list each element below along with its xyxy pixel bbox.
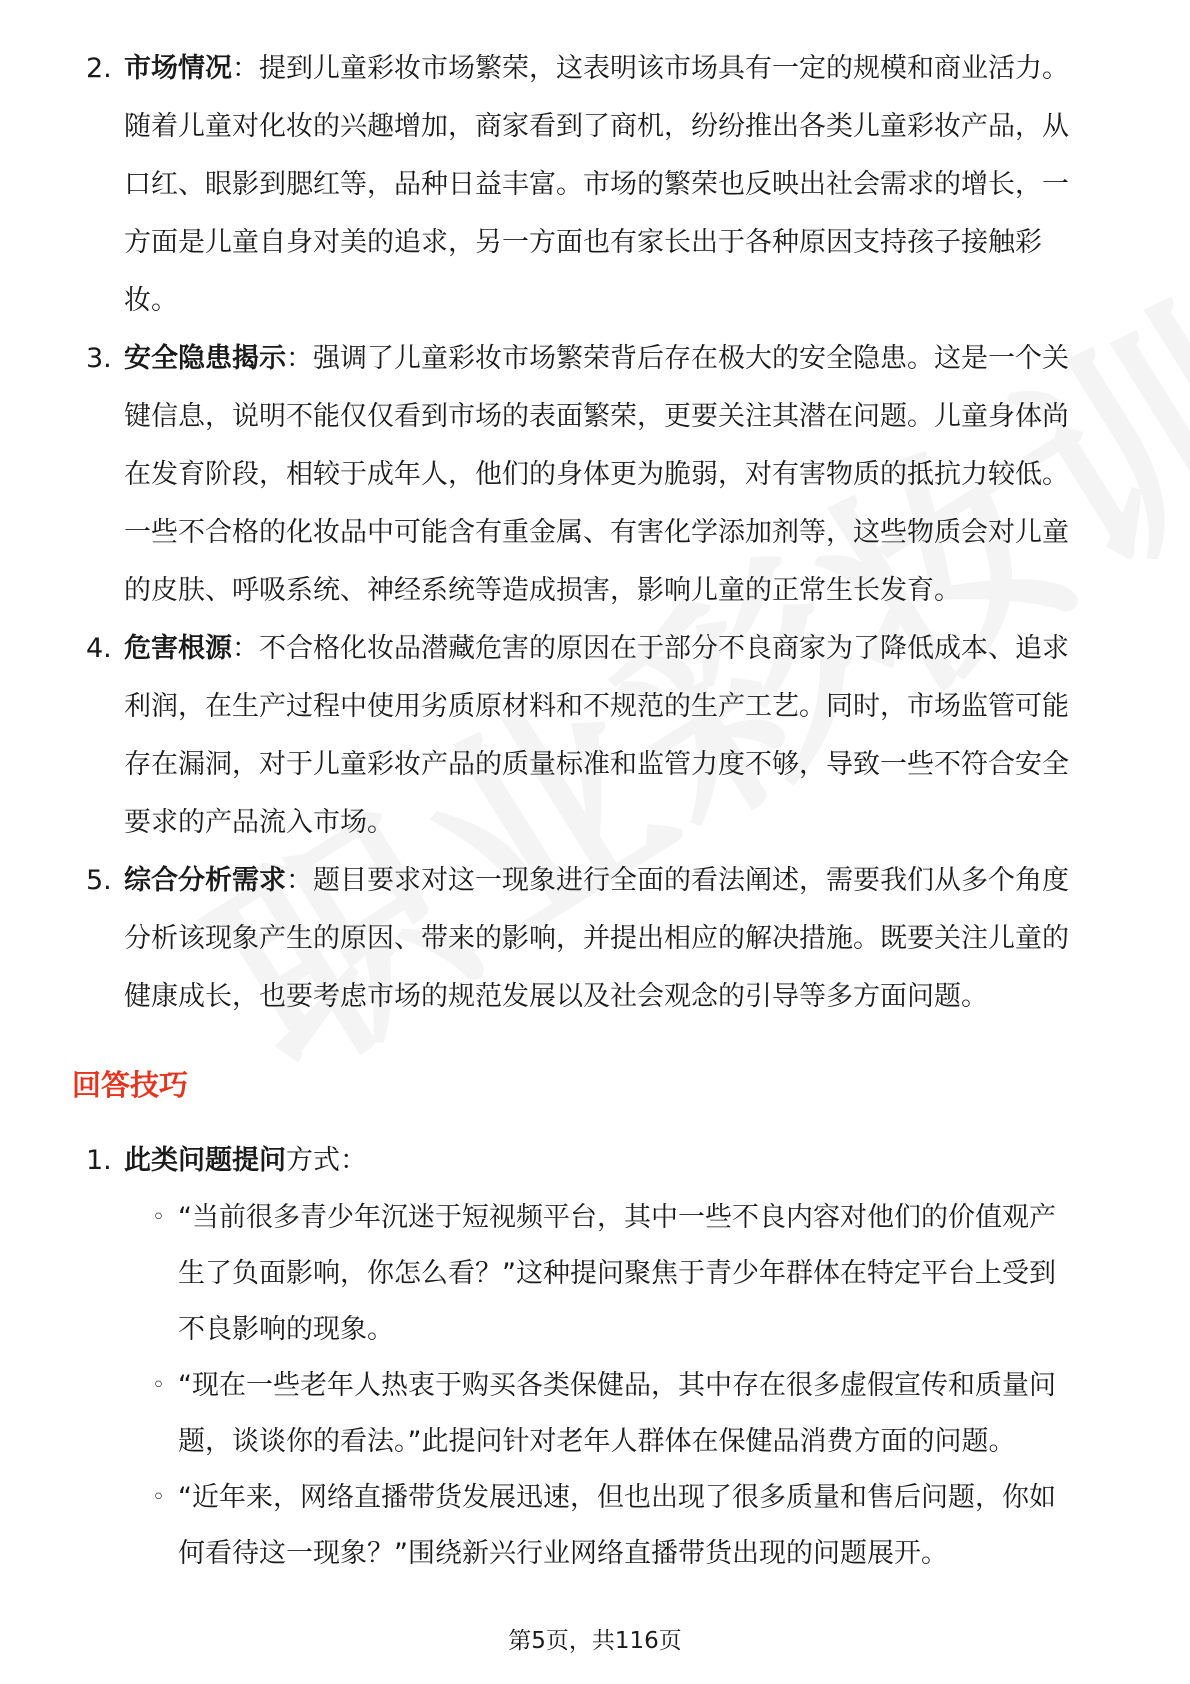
- page-number: 第5页，共116页: [508, 1628, 682, 1654]
- tips-section: [0, 1132, 1190, 1582]
- tip-title-bold: 此类问题提问: [124, 1145, 286, 1176]
- item-number: 4.: [86, 633, 112, 664]
- example-item: [0, 1358, 1190, 1470]
- page-content: [0, 40, 1190, 1582]
- item-text: 不合格化妆品潜藏危害的原因在于部分不良商家为了降低成本、追求利润，在生产过程中使用劣质原材料和不规范的生产工艺。同时，市场监管可能存在漏洞，对于儿童彩妆产品的质量标准和监管力度不够，导致一些不符合安全要求的产品流入市场。: [124, 633, 1069, 838]
- item-number: 3.: [86, 343, 112, 374]
- item-separator: ：: [232, 53, 259, 84]
- item-number: 2.: [86, 53, 112, 84]
- section-title: 回答技巧: [72, 1068, 189, 1102]
- item-title: 安全隐患揭示: [124, 343, 286, 374]
- item-number: 5.: [86, 865, 112, 896]
- item-separator: ：: [232, 633, 259, 664]
- example-item: [0, 1190, 1190, 1358]
- bullet-icon: ◦: [152, 1485, 165, 1510]
- item-separator: ：: [286, 343, 313, 374]
- list-item: [0, 852, 1190, 1026]
- item-separator: ：: [286, 865, 313, 896]
- item-title: 市场情况: [124, 53, 232, 84]
- list-item: [0, 40, 1190, 330]
- item-title: 综合分析需求: [124, 865, 286, 896]
- example-item: [0, 1470, 1190, 1582]
- item-text: 题目要求对这一现象进行全面的看法阐述，需要我们从多个角度分析该现象产生的原因、带来的影响，并提出相应的解决措施。既要关注儿童的健康成长，也要考虑市场的规范发展以及社会观念的引导等多方面问题。: [124, 865, 1069, 1012]
- example-text: “现在一些老年人热衷于购买各类保健品，其中存在很多虚假宣传和质量问题，谈谈你的看法。”此提问针对老年人群体在保健品消费方面的问题。: [178, 1370, 1056, 1457]
- item-title: 危害根源: [124, 633, 232, 664]
- item-text: 强调了儿童彩妆市场繁荣背后存在极大的安全隐患。这是一个关键信息，说明不能仅仅看到市场的表面繁荣，更要关注其潜在问题。儿童身体尚在发育阶段，相较于成年人，他们的身体更为脆弱，对有害物质的抵抗力较低。一些不合格的化妆品中可能含有重金属、有害化学添加剂等，这些物质会对儿童的皮肤、呼吸系统、神经系统等造成损害，影响儿童的正常生长发育。: [124, 343, 1069, 606]
- tip-number: 1.: [86, 1145, 112, 1176]
- example-list: [0, 1190, 1190, 1582]
- analysis-list: [0, 40, 1190, 1026]
- list-item: [0, 330, 1190, 620]
- bullet-icon: ◦: [152, 1373, 165, 1398]
- tip-title-rest: 方式：: [286, 1145, 367, 1176]
- item-text: 提到儿童彩妆市场繁荣，这表明该市场具有一定的规模和商业活力。随着儿童对化妆的兴趣增加，商家看到了商机，纷纷推出各类儿童彩妆产品，从口红、眼影到腮红等，品种日益丰富。市场的繁荣也反映出社会需求的增长，一方面是儿童自身对美的追求，另一方面也有家长出于各种原因支持孩子接触彩妆。: [124, 53, 1069, 316]
- list-item: [0, 620, 1190, 852]
- example-text: “当前很多青少年沉迷于短视频平台，其中一些不良内容对他们的价值观产生了负面影响，你怎么看？”这种提问聚焦于青少年群体在特定平台上受到不良影响的现象。: [178, 1202, 1056, 1345]
- tip-heading: [0, 1132, 1190, 1190]
- example-text: “近年来，网络直播带货发展迅速，但也出现了很多质量和售后问题，你如何看待这一现象？”围绕新兴行业网络直播带货出现的问题展开。: [178, 1482, 1056, 1569]
- bullet-icon: ◦: [152, 1205, 165, 1230]
